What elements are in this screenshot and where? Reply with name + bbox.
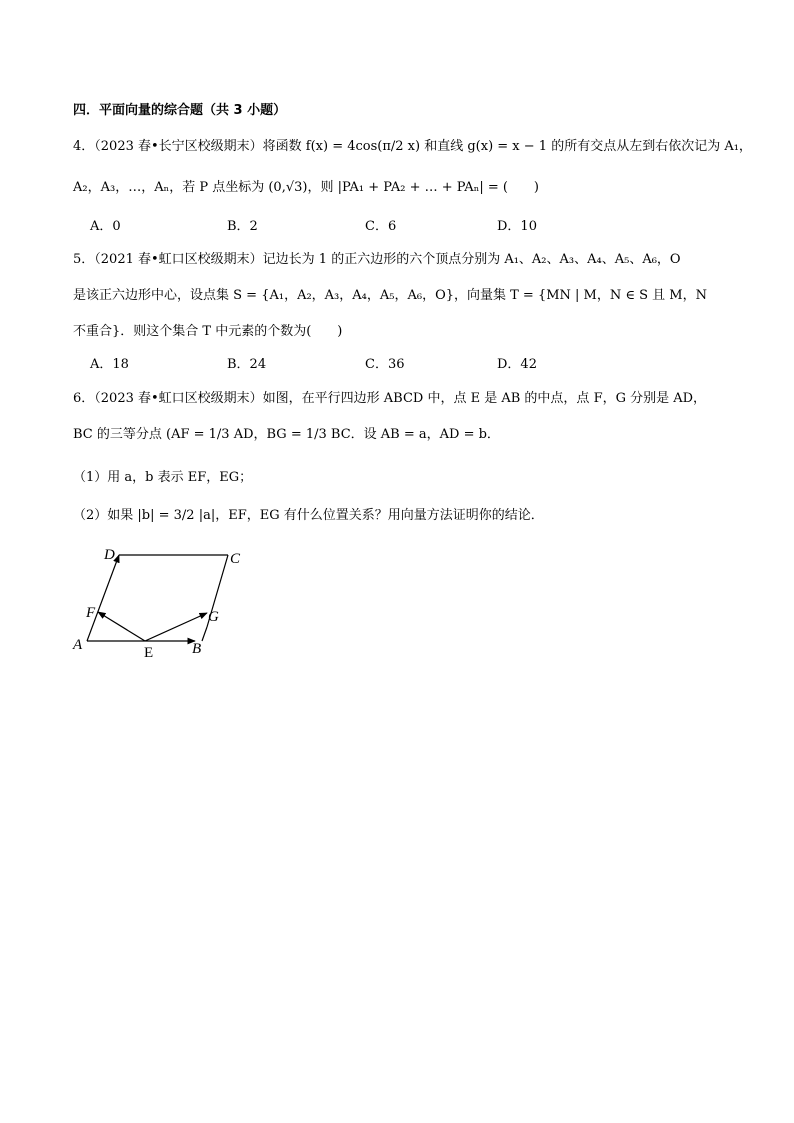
q5-option-b: B．24 [227,357,267,372]
side-bg [202,627,207,641]
q4-option-a: A．0 [90,219,121,234]
q6-part2: （2）如果 |b| = 3/2 |a|，EF，EG 有什么位置关系？用向量方法证明你的结论． [73,508,544,523]
q4-line1: 4．（2023 春•长宁区校级期末）将函数 f(x) = 4cos(π/2 x) 和直线 g(x) = x − 1 的所有交点从左到右依次记为 A₁， [73,139,752,154]
label-a: A [73,637,83,653]
q6-part1: （1）用 a，b 表示 EF，EG； [73,470,253,485]
q6-line1: 6．（2023 春•虹口区校级期末）如图，在平行四边形 ABCD 中，点 E 是 AB 的中点，点 F，G 分别是 AD， [73,391,707,406]
q5-line1: 5．（2021 春•虹口区校级期末）记边长为 1 的正六边形的六个顶点分别为 A₁、A₂、A₃、A₄、A₅、A₆，O [73,252,681,267]
q5-option-c: C．36 [365,357,405,372]
parallelogram-figure [68,545,258,660]
q4-options [90,217,650,237]
vector-ef [98,612,145,641]
q4-option-b: B．2 [227,219,258,234]
q4-line2: A₂，A₃，…，Aₙ，若 P 点坐标为 (0,√3)，则 |PA₁ + PA₂ + … + PAₙ| = ( ) [73,180,539,195]
q4-option-c: C．6 [365,219,397,234]
q5-option-a: A．18 [90,357,129,372]
label-g: G [208,609,219,625]
label-f: F [86,605,96,621]
label-d: D [104,547,115,563]
vector-eg [145,613,207,641]
q5-line3: 不重合}．则这个集合 T 中元素的个数为( ) [73,324,343,339]
label-e: E [144,645,154,660]
q6-line2: BC 的三等分点 (AF = 1/3 AD，BG = 1/3 BC．设 AB = a，AD = b． [73,427,500,442]
vector-ad [87,555,119,641]
label-c: C [230,551,241,567]
q5-options [90,355,650,375]
section-title: 四．平面向量的综合题（共 3 小题） [73,103,287,118]
q4-option-d: D．10 [497,219,537,234]
label-b: B [192,641,202,657]
q5-line2: 是该正六边形中心，设点集 S = {A₁，A₂，A₃，A₄，A₅，A₆，O}，向量集 T = {MN | M，N ∈ S 且 M，N [73,288,707,303]
q5-option-d: D．42 [497,357,537,372]
